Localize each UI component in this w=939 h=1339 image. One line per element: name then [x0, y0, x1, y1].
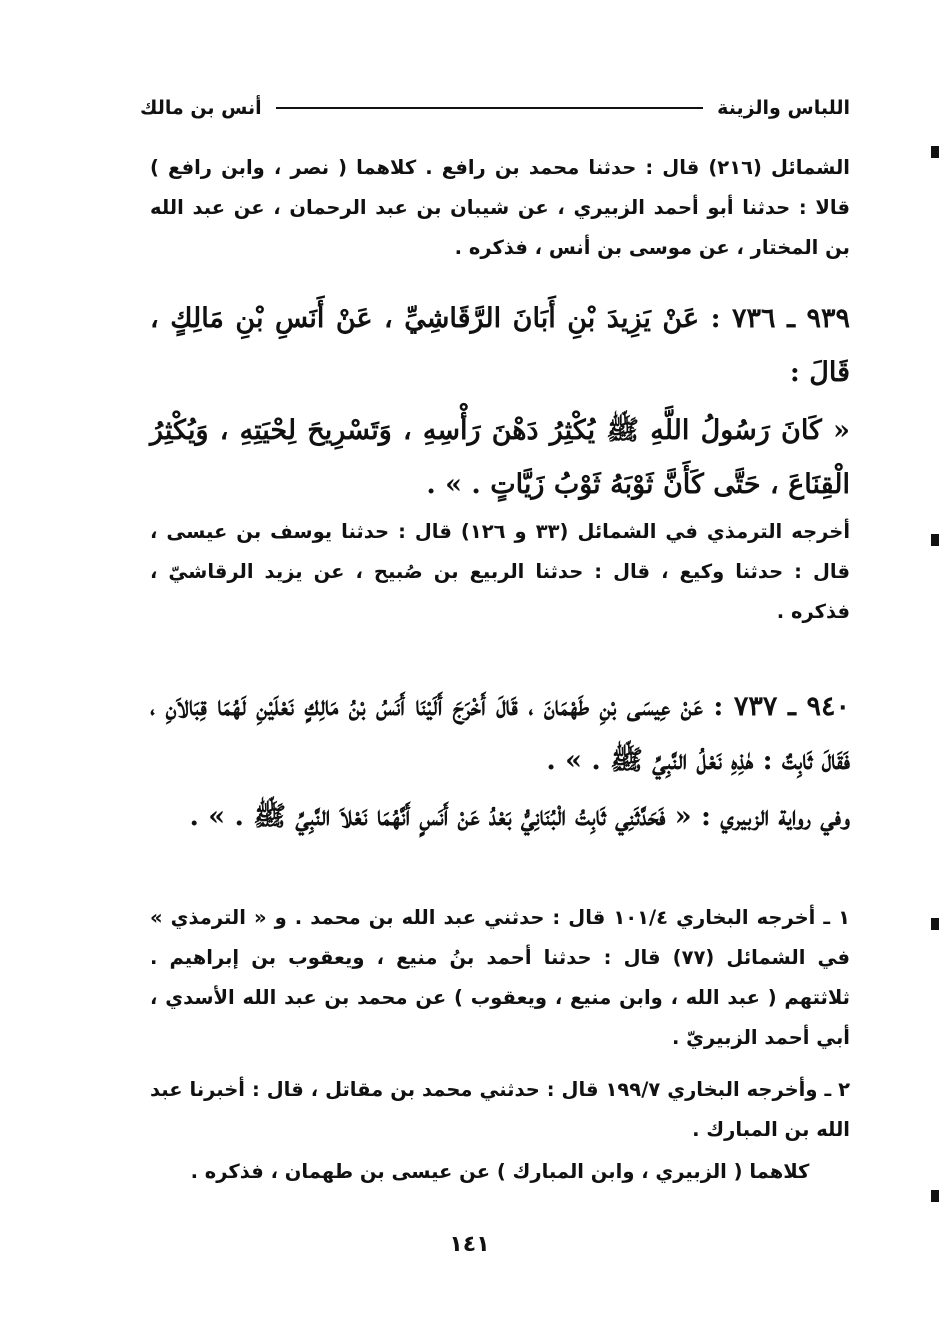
hadith-940-intro: ٩٤٠ ـ ٧٣٧ : عَنْ عِيسَى بْنِ طَهْمَانَ ، قَالَ أَخْرَجَ أَلَيْنَا أَنَسُ بْنُ مَالِكٍ نَعْلَيْنِ لَهُمَا قِبَالاَنِ ، فَقَالَ ثَابِتٌ : هٰذِهِ نَعْلُ النَّبِيِّ ﷺ . » .	[150, 691, 850, 776]
top-note-text: الشمائل (٢١٦) قال : حدثنا محمد بن رافع . كلاهما ( نصر ، وابن رافع ) قالا : حدثنا أبو أحمد الزبيري ، عن شيبان بن عبد الرحمان ، عن عبد الله بن المختار ، عن موسى بن أنس ، فذكره .	[150, 156, 850, 259]
hadith-939-text: « كَانَ رَسُولُ اللَّهِ ﷺ يُكْثِرُ دَهْنَ رَأْسِهِ ، وَتَسْرِيحَ لِحْيَتِهِ ، وَيُكْثِرُ الْقِنَاعَ ، حَتَّى كَأَنَّ ثَوْبَهُ ثَوْبُ زَيَّاتٍ . » .	[150, 415, 850, 500]
note-939-text: أخرجه الترمذي في الشمائل (٣٣ و ١٢٦) قال : حدثنا يوسف بن عيسى ، قال : حدثنا وكيع ، قال : حدثنا الربيع بن صُبيح ، عن يزيد الرقاشيّ ، فذكره .	[150, 520, 851, 623]
running-header	[140, 90, 850, 126]
page-number: ١٤١	[449, 1232, 490, 1257]
notes-940	[150, 898, 850, 1192]
note-940-2: ٢ ـ وأخرجه البخاري ١٩٩/٧ قال : حدثني محمد بن مقاتل ، قال : أخبرنا عبد الله بن المبارك .	[150, 1078, 850, 1141]
edge-mark	[931, 1190, 939, 1202]
edge-mark	[931, 918, 939, 930]
header-rule	[276, 107, 703, 109]
hadith-939	[150, 292, 850, 512]
top-note	[150, 148, 850, 268]
hadith-939-intro: ٩٣٩ ـ ٧٣٦ : عَنْ يَزِيدَ بْنِ أَبَانَ الرَّقَاشِيِّ ، عَنْ أَنَسِ بْنِ مَالِكٍ ، قَالَ :	[150, 303, 850, 388]
note-940-1: ١ ـ أخرجه البخاري ١٠١/٤ قال : حدثني عبد الله بن محمد . و « الترمذي » في الشمائل (٧٧) قال : حدثنا أحمد بنُ منيع ، ويعقوب بن إبراهيم . ثلاثتهم ( عبد الله ، وابن منيع ، ويعقوب ) عن محمد بن عبد الله الأسدي ، أبي أحمد الزبيريّ .	[150, 906, 850, 1049]
hadith-940	[150, 680, 850, 844]
note-939	[150, 512, 850, 632]
edge-mark	[931, 146, 939, 158]
hadith-940-variant: وفي رواية الزبيري : « فَحَدَّثَنِي ثَابِتُ الْبُنَانِيُّ بَعْدُ عَنْ أَنَسٍ أَنَّهُمَا نَعْلاَ النَّبِيِّ ﷺ . » .	[189, 801, 850, 832]
header-narrator-title: أنس بن مالك	[140, 97, 262, 119]
header-chapter-title: اللباس والزينة	[717, 97, 850, 119]
note-940-3: كلاهما ( الزبيري ، وابن المبارك ) عن عيسى بن طهمان ، فذكره .	[190, 1160, 810, 1183]
edge-mark	[931, 534, 939, 546]
